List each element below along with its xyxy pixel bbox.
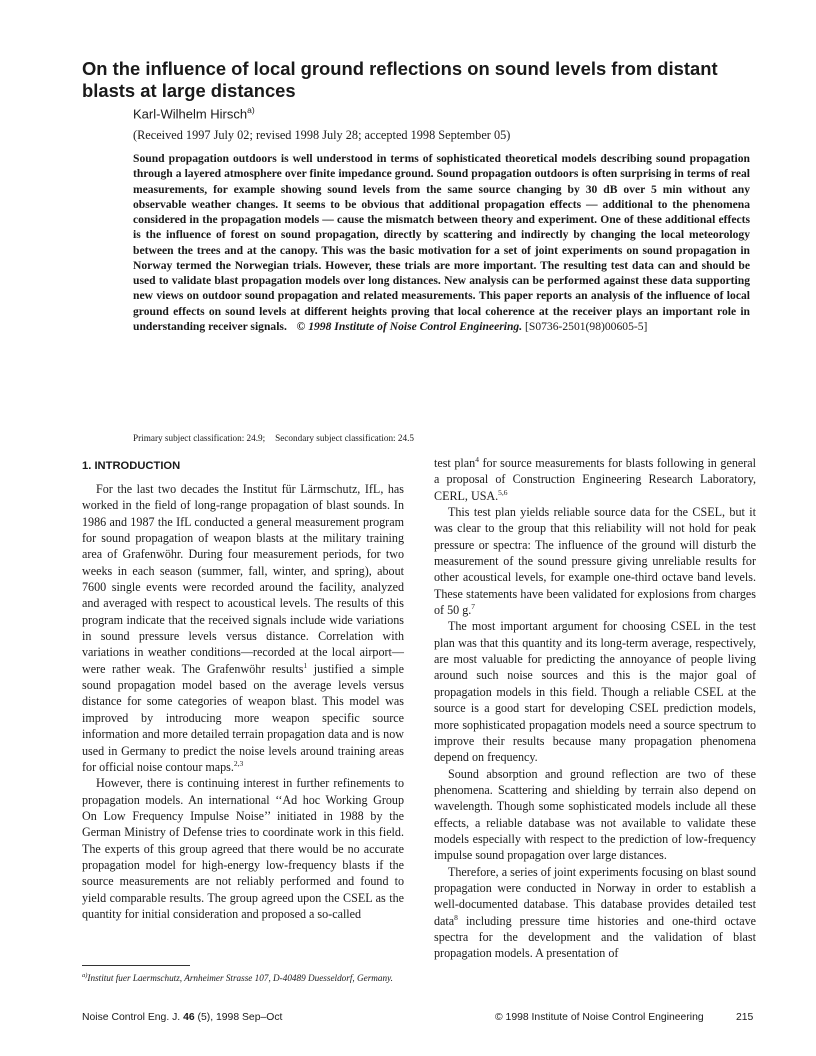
footnote-marker: a) [82,972,88,979]
citation-ref[interactable]: 7 [471,602,476,612]
footnote-divider [82,965,190,966]
abstract [133,151,750,334]
right-paragraph-2 [434,504,756,618]
intro-p1-text-b: justified a simple sound propagation model based on the average levels versus distance for some categories of weapon blast. This model was improved by introducing more weapon specific source information and more detailed terrain propagation data and is now used in Germany to predict the noise levels around training areas for official noise contour maps. [82,661,405,774]
right-paragraph-1 [434,455,756,504]
abstract-copyright: © 1998 Institute of Noise Control Engineering. [296,319,523,333]
secondary-classification: Secondary subject classification: 24.5 [275,433,414,443]
footer-volume: 46 [183,1012,195,1023]
intro-paragraph-1 [82,481,404,775]
left-column [82,455,404,922]
primary-classification: Primary subject classification: 24.9; [133,433,266,443]
abstract-doi: [S0736-2501(98)00605-5] [525,319,648,333]
citation-ref[interactable]: 8 [454,912,458,922]
abstract-body: Sound propagation outdoors is well understood in terms of sophisticated theoretical models describing sound propagation through a layered atmosphere over finite impedance ground. Sound propagation outdoors is often surprising in terms of real measurements, for example showing sound levels from the same source changing by 30 dB over 5 min without any observable weather changes. It seems to be obvious that additional propagation effects — additional to the phenomena considered in the propagation models — cause the mismatch between theory and experiment. One of these additional effects is the influence of forest on sound propagation, directly by scattering and indirectly by changing the local meteorology between the trees and at the canopy. This was the basic motivation for a set of joint experiments on sound propagation in Norway termed the Norwegian trials. However, these trials are more important. The resulting test data can and should be used to validate blast propagation models over long distances. New analysis can be performed against these data supporting new views on outdoor sound propagation and related measurements. This paper reports an analysis of the influence of local ground effects on sound levels at different heights proving that local coherence at the receiver plays an important role in understanding receiver signals. [133,152,750,333]
right-paragraph-4: Sound absorption and ground reflection are two of these phenomena. Scattering and shielding by terrain also depend on wavelength. Though some sophisticated models include all these effects, a reliable database was not available to validate these models especially with respect to the prediction of low-frequency impulse sound propagation over large distances. [434,766,756,863]
right-p2-text: This test plan yields reliable source data for the CSEL, but it was clear to the group that this reliability will not hold for peak pressure or spectra: The influence of the ground will disturb the measurement of the sound pressure giving unreliable results for other acoustical levels, for example one-third octave band levels. These statements have been validated for explosions from charges of 50 g. [434,505,756,618]
subject-classification [133,433,414,443]
footer-journal: Noise Control Eng. J. [82,1012,181,1023]
paper-title: On the influence of local ground reflections on sound levels from distant blasts at large distances [82,58,718,101]
footer-copyright: © 1998 Institute of Noise Control Engineering [495,1012,704,1023]
author-affiliation-footnote [82,970,407,984]
right-column [434,455,756,962]
citation-ref[interactable]: 1 [303,660,308,670]
footer-journal-citation [82,1012,282,1023]
right-paragraph-3: The most important argument for choosing CSEL in the test plan was that this quantity and its long-term average, respectively, are most valuable for predicting the annoyance of people living around such noise sources and this is the major goal of propagation models in this field. Though a reliable CSEL at the source is a good start for developing CSEL prediction models, more sophisticated propagation models need a source spectrum to improve their results because many propagation phenomena depend on frequency. [434,619,756,765]
footnote-text: Institut fuer Laermschutz, Arnheimer Strasse 107, D-40489 Duesseldorf, Germany. [87,973,393,984]
right-paragraph-5 [434,864,756,962]
footer-issue-date: (5), 1998 Sep–Oct [197,1012,283,1023]
right-p5-text-a: Therefore, a series of joint experiments focusing on blast sound propagation were conducted in Norway in order to establish a well-documented database. This database provides detailed test data [434,864,756,928]
intro-p1-text-a: For the last two decades the Institut für Lärmschutz, IfL, has worked in the field of long-range propagation of blast sounds. In 1986 and 1987 the IfL conducted a general measurement program for sound propagation of weapon blasts at the military training area of Grafenwöhr. During four measurement periods, for two weeks in each season (summer, fall, winter, and spring), about 7600 single events were recorded around the facility, analyzed and averaged with respect to acoustical levels. The results of this program indicate that the received signals include wide variations in sound pressure levels versus distance. Correlation with variations in weather conditions—recorded at the local airport—were rather weak. The Grafenwöhr results [82,482,404,676]
citation-ref[interactable]: 5,6 [498,487,508,497]
author-line [133,105,255,121]
right-p1-text-a: test plan [434,456,476,470]
citation-ref[interactable]: 4 [475,454,479,464]
citation-ref[interactable]: 2,3 [233,758,244,768]
section-heading-introduction: 1. INTRODUCTION [82,460,181,472]
author-footnote-marker[interactable]: a) [247,105,255,115]
received-dates: (Received 1997 July 02; revised 1998 July 28; accepted 1998 September 05) [133,128,511,142]
right-p1-text-b: for source measurements for blasts following in general a proposal of Construction Engineering Research Laboratory, CERL, USA. [434,456,756,503]
author-name: Karl-Wilhelm Hirsch [133,106,248,122]
right-p5-text-b: including pressure time histories and one-third octave spectra for the development and the validation of blast propagation models. A presentation of [434,913,756,961]
page-number: 215 [736,1012,754,1023]
intro-paragraph-2: However, there is continuing interest in further refinements to propagation models. An international ‘‘Ad hoc Working Group On Low Frequency Impulse Noise’’ initiated in 1988 by the German Ministry of Defense tries to coordinate work in this field. The experts of this group agreed that there would be no accurate propagation model for high-energy low-frequency blasts if the source measurements are not reliably performed and found to yield comparable results. The group agreed upon the CSEL as the quantity for initial consideration and proposed a so-called [82,776,404,921]
